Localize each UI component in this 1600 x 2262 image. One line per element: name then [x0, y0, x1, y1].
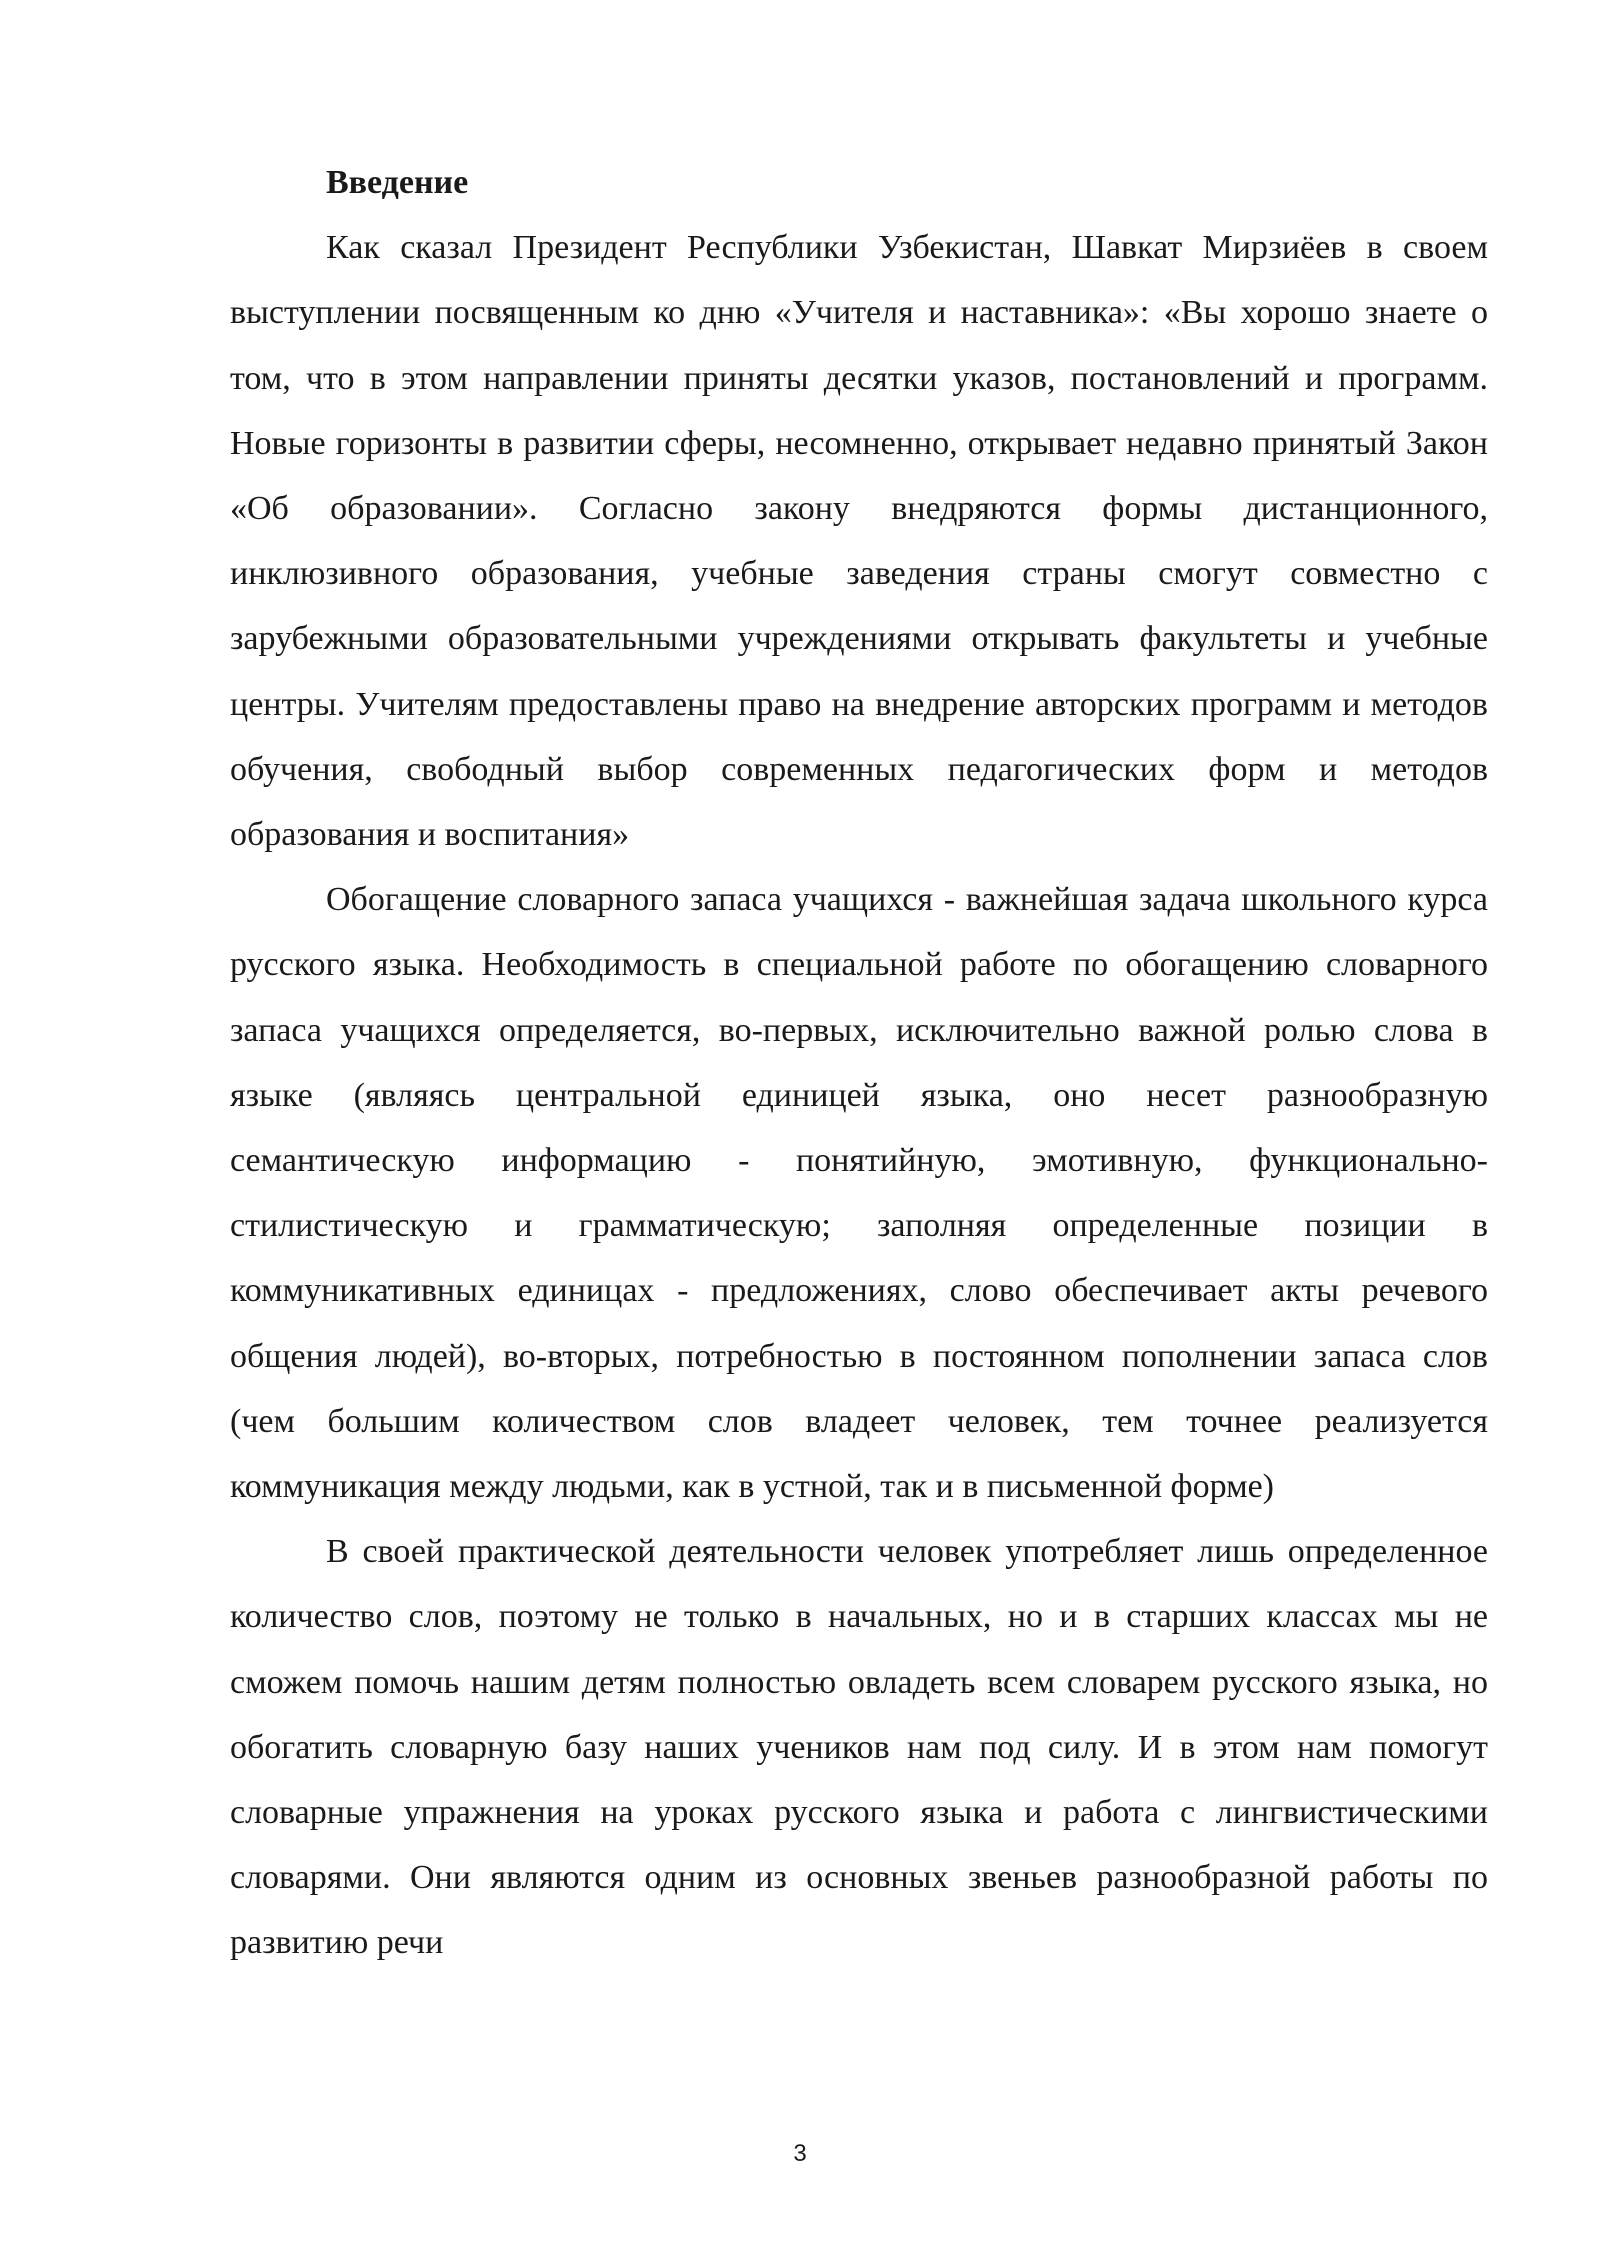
paragraph-vocabulary-enrichment: Обогащение словарного запаса учащихся - важнейшая задача школьного курса русского языка. Необходимость в специальной работе по обогащению словарного запаса учащихся определяется, во-первых, исключительно важной ролью слова в языке (являясь центральной единицей языка, оно несет разнообразную семантическую информацию - понятийную, эмотивную, функционально-стилистическую и грамматическую; заполняя определенные позиции в коммуникативных единицах - предложениях, слово обеспечивает акты речевого общения людей), во-вторых, потребностью в постоянном пополнении запаса слов (чем большим количеством слов владеет человек, тем точнее реализуется коммуникация между людьми, как в устной, так и в письменной форме) — [230, 881, 1488, 1506]
page-number: 3 — [793, 2140, 807, 2167]
document-body — [230, 150, 1488, 1976]
paragraph-practical-activity: В своей практической деятельности человек употребляет лишь определенное количество слов, поэтому не только в начальных, но и в старших классах мы не сможем помочь нашим детям полностью овладеть всем словарем русского языка, но обогатить словарную базу наших учеников нам под силу. И в этом нам помогут словарные упражнения на уроках русского языка и работа с лингвистическими словарями. Они являются одним из основных звеньев разнообразной работы по развитию речи — [230, 1533, 1488, 1962]
section-heading: Введение — [326, 164, 469, 201]
paragraph-president-quote: Как сказал Президент Республики Узбекистан, Шавкат Мирзиёев в своем выступлении посвященным ко дню «Учителя и наставника»: «Вы хорошо знаете о том, что в этом направлении приняты десятки указов, постановлений и программ. Новые горизонты в развитии сферы, несомненно, открывает недавно принятый Закон «Об образовании». Согласно закону внедряются формы дистанционного, инклюзивного образования, учебные заведения страны смогут совместно с зарубежными образовательными учреждениями открывать факультеты и учебные центры. Учителям предоставлены право на внедрение авторских программ и методов обучения, свободный выбор современных педагогических форм и методов образования и воспитания» — [230, 229, 1488, 854]
